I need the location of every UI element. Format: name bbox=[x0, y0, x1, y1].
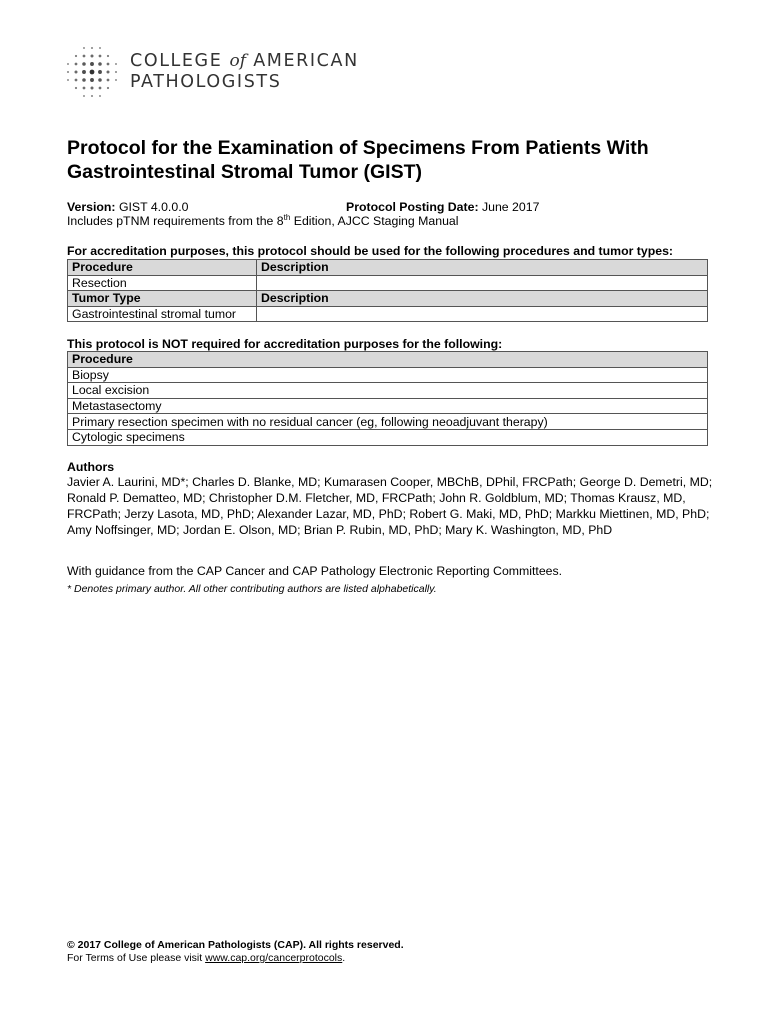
logo-dot bbox=[67, 63, 69, 65]
logo-dot bbox=[90, 78, 94, 82]
authors-heading: Authors bbox=[67, 460, 115, 474]
authors-list: Javier A. Laurini, MD*; Charles D. Blanke, MD; Kumarasen Cooper, MBChB, DPhil, FRCPath; George D. Demetri, MD; Ronald P. Dematteo, MD; Christopher D.M. Fletcher, MD, FRCPath; John R. Goldblum, MD; Thomas Krausz, MD, FRCPath; Jerzy Lasota, MD, PhD; Alexander Lazar, MD, PhD; Robert G. Maki, MD, PhD; Markku Miettinen, MD, PhD; Amy Noffsinger, MD; Jordan E. Olson, MD; Brian P. Rubin, MD, PhD; Mary K. Washington, MD, PhD bbox=[67, 475, 713, 538]
logo-dot bbox=[107, 79, 110, 82]
procedure-cell: Resection bbox=[68, 275, 257, 291]
table-row bbox=[68, 291, 708, 307]
not-required-table bbox=[67, 351, 708, 446]
logo-dot bbox=[90, 62, 94, 66]
logo-dot bbox=[75, 87, 77, 89]
logo-dot bbox=[83, 47, 85, 49]
logo-dot bbox=[115, 71, 117, 73]
table-row bbox=[68, 306, 708, 322]
accreditation-intro: For accreditation purposes, this protocol should be used for the following procedures and tumor types: bbox=[67, 244, 674, 258]
logo-dot bbox=[83, 87, 86, 90]
logo-dot bbox=[75, 63, 78, 66]
logo-dot bbox=[107, 87, 109, 89]
accreditation-table bbox=[67, 259, 708, 322]
procedure-cell: Cytologic specimens bbox=[68, 429, 708, 445]
logo-line-1 bbox=[130, 51, 359, 72]
table-row bbox=[68, 398, 708, 414]
table-row bbox=[68, 260, 708, 276]
procedure-cell: Local excision bbox=[68, 383, 708, 399]
logo-dot bbox=[91, 95, 93, 97]
guidance-text: With guidance from the CAP Cancer and CAP Pathology Electronic Reporting Committees. bbox=[67, 564, 563, 578]
ajcc-superscript: th bbox=[283, 213, 291, 222]
posting-date-label: Protocol Posting Date: bbox=[346, 200, 479, 214]
logo-dot bbox=[99, 47, 101, 49]
description-header: Description bbox=[257, 260, 708, 276]
logo-dot bbox=[82, 78, 86, 82]
version-value: GIST 4.0.0.0 bbox=[118, 200, 189, 214]
logo-dot bbox=[115, 79, 117, 81]
logo-dot bbox=[107, 71, 110, 74]
logo-dot bbox=[98, 70, 102, 74]
logo-dot bbox=[82, 70, 86, 74]
ajcc-text-end: Edition, AJCC Staging Manual bbox=[290, 214, 459, 228]
posting-date-value: June 2017 bbox=[481, 200, 540, 214]
logo-wordmark bbox=[130, 51, 359, 93]
logo-dot bbox=[91, 47, 93, 49]
dot-grid-logo-icon bbox=[64, 44, 120, 100]
logo-dot bbox=[99, 95, 101, 97]
logo-dot bbox=[75, 79, 78, 82]
title-line-2: Gastrointestinal Stromal Tumor (GIST) bbox=[67, 161, 423, 183]
logo-word-american: AMERICAN bbox=[246, 51, 359, 71]
version-label: Version: bbox=[67, 200, 116, 214]
not-required-intro: This protocol is NOT required for accreditation purposes for the following: bbox=[67, 337, 503, 351]
title-line-1: Protocol for the Examination of Specimens From Patients With bbox=[67, 137, 649, 159]
description-cell bbox=[257, 275, 708, 291]
table-row bbox=[68, 414, 708, 430]
tumor-type-header: Tumor Type bbox=[68, 291, 257, 307]
ajcc-text: Includes pTNM requirements from the 8 bbox=[67, 214, 284, 228]
logo-line-2: PATHOLOGISTS bbox=[130, 72, 282, 92]
procedure-cell: Metastasectomy bbox=[68, 398, 708, 414]
protocol-title bbox=[67, 136, 717, 184]
logo-dot bbox=[83, 95, 85, 97]
table-row bbox=[68, 275, 708, 291]
logo-dot bbox=[75, 71, 78, 74]
logo-dot bbox=[90, 70, 95, 75]
logo-dot bbox=[91, 55, 94, 58]
terms-link[interactable]: www.cap.org/cancerprotocols bbox=[205, 952, 343, 964]
logo-dot bbox=[107, 55, 109, 57]
table-row bbox=[68, 352, 708, 368]
logo-dot bbox=[83, 55, 86, 58]
logo-dot bbox=[67, 79, 69, 81]
procedure-header: Procedure bbox=[68, 260, 257, 276]
logo-dot bbox=[99, 87, 102, 90]
logo-dot bbox=[91, 87, 94, 90]
terms-text: For Terms of Use please visit bbox=[67, 952, 206, 964]
procedure-cell: Primary resection specimen with no residual cancer (eg, following neoadjuvant therapy) bbox=[68, 414, 708, 430]
table-row bbox=[68, 383, 708, 399]
logo-dot bbox=[99, 55, 102, 58]
procedure-header-2: Procedure bbox=[68, 352, 708, 368]
logo-dot bbox=[107, 63, 110, 66]
logo-word-of: of bbox=[229, 51, 247, 71]
logo-dot bbox=[82, 62, 86, 66]
terms-period: . bbox=[342, 952, 346, 964]
terms-of-use bbox=[67, 952, 345, 964]
logo-dot bbox=[75, 55, 77, 57]
logo-dot bbox=[98, 62, 102, 66]
table-row bbox=[68, 429, 708, 445]
cap-logo bbox=[64, 44, 359, 100]
logo-dot bbox=[67, 71, 69, 73]
logo-word-college: COLLEGE bbox=[130, 51, 230, 71]
primary-author-note: * Denotes primary author. All other contributing authors are listed alphabetically. bbox=[67, 583, 437, 595]
ajcc-line bbox=[67, 213, 458, 229]
copyright-notice: © 2017 College of American Pathologists (CAP). All rights reserved. bbox=[67, 939, 404, 951]
tumor-description-cell bbox=[257, 306, 708, 322]
table-row bbox=[68, 367, 708, 383]
logo-dot bbox=[98, 78, 102, 82]
logo-dot bbox=[115, 63, 117, 65]
tumor-type-cell: Gastrointestinal stromal tumor bbox=[68, 306, 257, 322]
procedure-cell: Biopsy bbox=[68, 367, 708, 383]
tumor-description-header: Description bbox=[257, 291, 708, 307]
